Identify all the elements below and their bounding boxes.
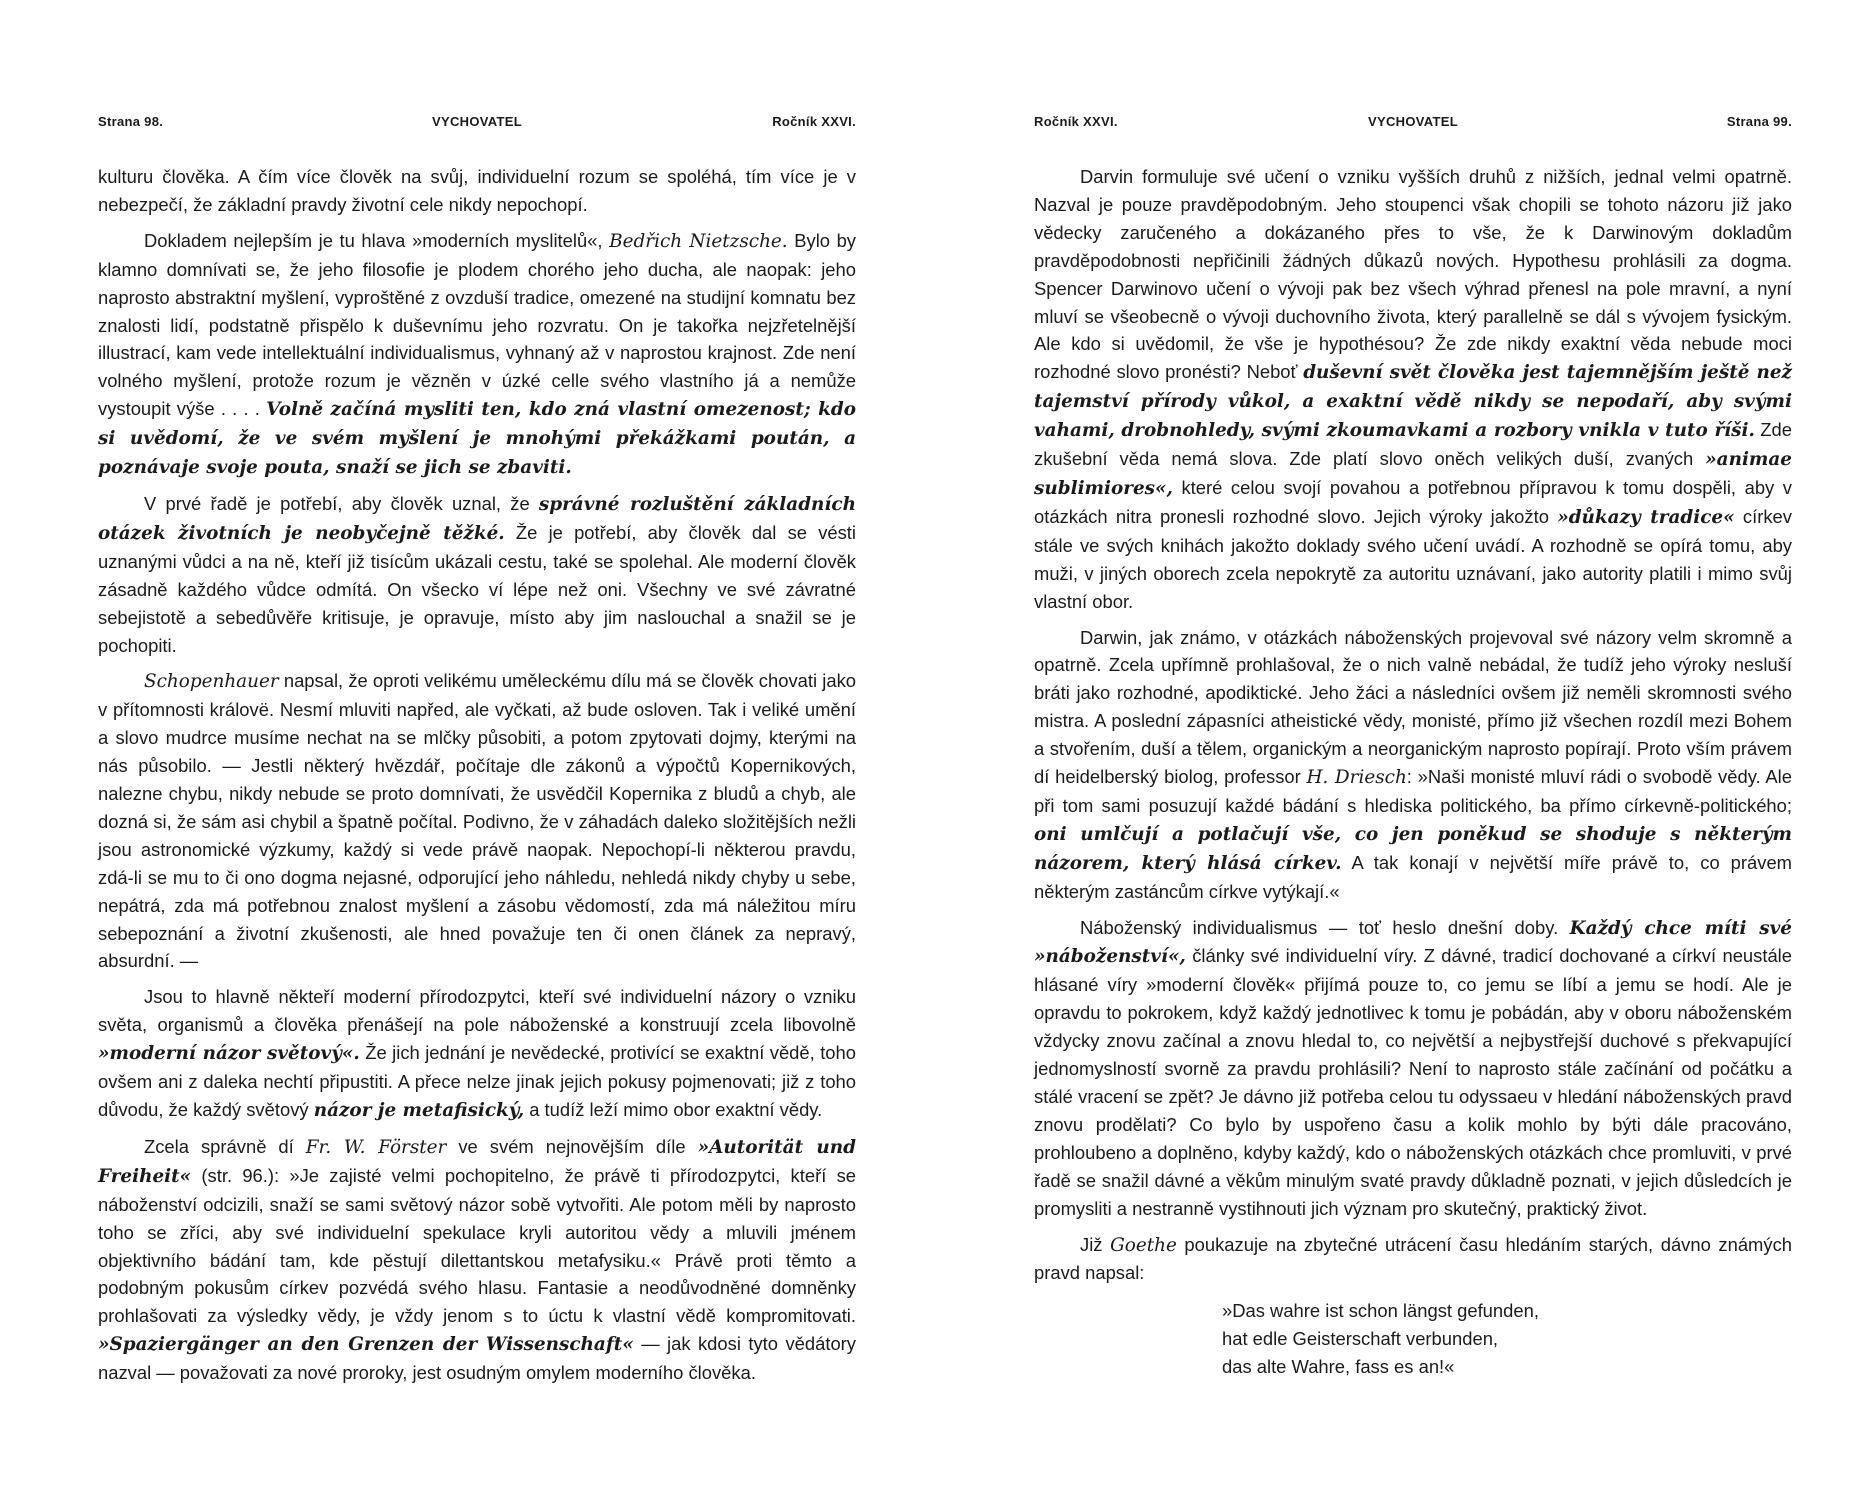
poem-line: das alte Wahre, fass es an!« [1222,1356,1455,1378]
volume-label: Ročník XXVI. [1034,114,1118,129]
right-page [934,0,1868,1500]
paragraph: Náboženský individualismus — toť heslo dnešní doby. Každý chce míti své »náboženství«, články své individuelní víry. Z dávné, tradicí dochované a církví neustále hlásané víry »moderní člověk« přijímá pouze to, co jemu se líbí a jemu se hodí. Ale je opravdu to pokrokem, když každý jednotlivec k tomu je pobádán, aby v oboru náboženském vždycky znovu začínal a znovu hledal to, co největší a nejbystřejší duchové s překvapující jednomyslností svorně za pravdu prohlásili? Není to naprosto stále začínání od počátku a stálé vracení se zpět? Je dávno již potřeba celou tu odyssaeu v hledání náboženských pravd znovu prodělati? Co bylo by uspořeno času a kolik mohlo by býti dále pracováno, prohloubeno a doplněno, kdyby každý, kdo o náboženských otázkách chce promluviti, v prvé řadě se snažil dávné a věkům minulým svaté pravdy důkladně poznati, v jejich důsledcích je promysliti a nestranně vystihnouti jich význam pro skutečný, praktický život. [1034,916,1792,1219]
page-body [98,163,856,1395]
paragraph: Zcela správně dí Fr. W. Förster ve svém nejnovějším díle »Autorität und Freiheit« (str. 96.): »Je zajisté velmi pochopitelno, že právě ti přírodozpytci, kteří se náboženství odcizili, snaží se sami světový názor sobě vytvořiti. Ale potom měli by naprosto toho se zříci, aby své individuelní spekulace kryli autoritou vědy a mluvili jménem objektivního bádání tam, kde pěstují dilettantskou metafysiku.« Právě proti těmto a podobným pokusům církev pozvédá svého hlasu. Fantasie a neodůvodněné domněnky prohlašovati za výsledky vědy, je vždy jenom s to úctu k vlastní vědě kompromitovati. »Spaziergänger an den Grenzen der Wissenschaft« — jak kdosi tyto vědátory nazval — považovati za nové proroky, jest osudným omylem moderního člověka. [98,1135,856,1384]
paragraph: Darvin formuluje své učení o vzniku vyšších druhů z nižších, jednal velmi opatrně. Nazval je pouze pravděpodobným. Jeho stoupenci však chopili se tohoto názoru již jako vědecky zaručeného a dokázaného přes to vše, že k Darwinovým dokladům pravděpodobnosti nepřičinili žádných důkazů nových. Hypothesu prohlásili za dogma. Spencer Darwinovo učení o vývoji pak bez všech výhrad přenesl na pole mravní, a nyní mluví se všeobecně o vývoji duchovního života, který parallelně se dál s vývojem fysickým. Ale kdo si uvědomil, že vše je hypothésou? Že zde nikdy exaktní věda nebude moci rozhodné slovo pronésti? Neboť duševní svět člověka jest tajemnějším ještě než tajemství přírody vůkol, a exaktní vědě nikdy se nepodaří, aby svými vahami, drobnohledy, svými zkoumavkami a rozbory vnikla v tuto říši. Zde zkušební věda nemá slova. Zde platí slovo oněch velikých duší, zvaných »animae sublimiores«, které celou svojí povahou a potřebnou přípravou k tomu dospěli, aby v otázkách nitra pronesli rozhodné slovo. Jejich výroky jakožto »důkazy tradice« církev stále ve svých knihách jakožto doklady svého učení uvádí. A rozhodně se opírá tomu, aby muži, v jiných oborech zcela nepokrytě za autoritu uznávaní, jako autority platili i mimo svůj vlastní obor. [1034,166,1792,612]
page-body [1034,163,1792,1381]
journal-title: VYCHOVATEL [1368,114,1458,129]
paragraph: V prvé řadě je potřebí, aby člověk uznal, že správné rozluštění základních otázek životních je neobyčejně těžké. Že je potřebí, aby člověk dal se vésti uznanými vůdci a na ně, kteří již tisícům ukázali cestu, také se spolehal. Ale moderní člověk zásadně každého vůdce odmítá. On všecko ví lépe než oni. Všechny ve své závratné sebejistotě a sebedůvěře kritisuje, je opravuje, místo aby jim naslouchal a snažil se je pochopiti. [98,492,857,656]
poem-line: hat edle Geisterschaft verbunden, [1222,1328,1499,1350]
paragraph: Schopenhauer napsal, že oproti velikému uměleckému dílu má se člověk chovati jako v přítomnosti královë. Nesmí mluviti napřed, ale vyčkati, až bude osloven. Tak i veliké umění a slovo mudrce musíme nechat na se mlčky působiti, a potom zpytovati dojmy, kterými na nás působilo. — Jestli některý hvězdář, počítaje dle zákonů a výpočtů Kopernikových, nalezne chybu, nikdy nebude se proto domnívati, že usvědčil Kopernika z bludů a chyb, ale dozná si, že sám asi chybil a špatně počítal. Podivno, že v záhadách daleko složitějších nežli jsou astronomické výzkumy, každý si vede právě naopak. Nepochopí-li některou pravdu, zdá-li se mu to či ono dogma nejasné, odporující jeho náhledu, nehledá nikdy chyby u sebe, nepátrá, zda má potřebnou znalost myšlení a zásobu vědomostí, zda má náležitou míru sebepoznání a životní zkušenosti, ale hned považuje ten či onen článek za nepravý, absurdní. — [98,670,856,972]
paragraph: Jsou to hlavně někteří moderní přírodozpytci, kteří své individuelní názory o vzniku světa, organismů a člověka přenášejí na pole náboženské a konstruují zcela libovolně »moderní názor světový«. Že jich jednání je nevědecké, protivící se exaktní vědě, toho ovšem ani z daleka nechtí připustiti. A přece nelze jinak jejich pokusy pojmenovati; již z toho důvodu, že každý světový názor je metafisický, a tudíž leží mimo obor exaktní vědy. [98,986,856,1121]
poem-line: »Das wahre ist schon längst gefunden, [1222,1300,1539,1322]
page-header [98,114,856,136]
paragraph: Již Goethe poukazuje na zbytečné utrácení času hledáním starých, dávno známých pravd napsal: [1034,1233,1792,1284]
paragraph: Dokladem nejlepším je tu hlava »moderních myslitelů«, Bedřich Nietzsche. Bylo by klamno domnívati se, že jeho filosofie je plodem chorého jeho ducha, ale naopak: jeho naprosto abstraktní myšlení, vyproštěné z ovzduší tradice, omezené na studijní komnatu bez znalosti lidí, podstatně přispělo k duševnímu jeho rozvratu. On je takořka nejzřetelnější illustrací, kam vede intellektuální individualismus, vyhnaný až v naprostou krajnost. Zde není volného myšlení, protože rozum je vězněn v úzké celle svého vlastního já a nemůže vystoupit výše . . . . Volně začíná mysliti ten, kdo zná vlastní omezenost; kdo si uvědomí, že ve svém myšlení je mnohými překážkami poután, a poznávaje svoje pouta, snaží se jich se zbaviti. [98,229,856,479]
volume-label: Ročník XXVI. [772,114,856,129]
paragraph: kulturu člověka. A čím více člověk na svůj, individuelní rozum se spoléhá, tím více je v nebezpečí, že základní pravdy životní cele nikdy nepochopí. [98,166,856,215]
journal-title: VYCHOVATEL [432,114,522,129]
poem-quote [1222,1297,1792,1381]
page-number: Strana 99. [1726,114,1792,129]
paragraph: Darwin, jak známo, v otázkách náboženských projevoval své názory velm skromně a opatrně. Zcela upřímně prohlašoval, že o nich valně nebádal, že tudíž jeho výroky nesluší bráti jako rozhodné, apodiktické. Jeho žáci a následníci ovšem již neměli skromnosti svého mistra. A poslední zápasníci atheistické vědy, monisté, přímo již všechen rozdíl mezi Bohem a stvořením, duší a tělem, organickým a neorganickým naprosto popírají. Proto vším právem dí heidelberský biolog, professor H. Driesch: »Naši monisté mluví rádi o svobodě vědy. Ale při tom sami posuzují každé bádání s hlediska politického, ba přímo církevně-politického; oni umlčují a potlačují vše, co jen poněkud se shoduje s některým názorem, který hlásá církev. A tak konají v největší míře právě to, co právem některým zastáncům církve vytýkají.« [1034,626,1792,902]
page-header [1034,114,1792,136]
page-number: Strana 98. [98,114,164,129]
